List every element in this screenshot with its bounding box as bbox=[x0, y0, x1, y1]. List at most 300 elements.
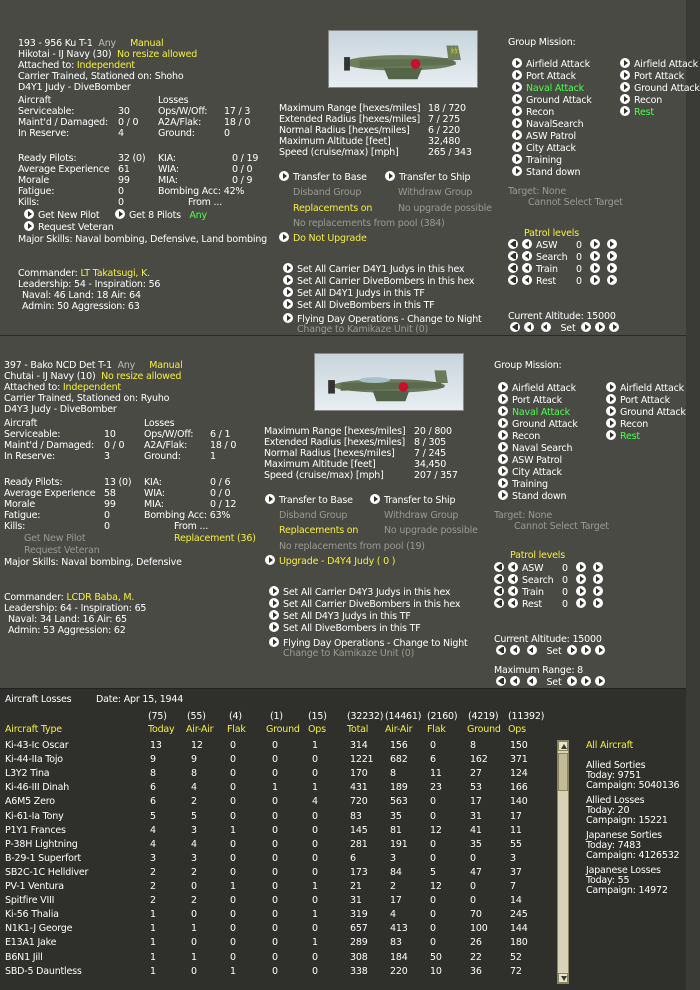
bombing-acc: Bombing Acc: 42% bbox=[158, 186, 245, 197]
request-veteran-button[interactable]: Request Veteran bbox=[24, 545, 100, 556]
loss-value-cell: 184 bbox=[390, 951, 408, 963]
arrow-right-icon bbox=[498, 418, 508, 428]
aircraft-type-cell: E13A1 Jake bbox=[5, 937, 57, 949]
double-left-icon[interactable] bbox=[494, 586, 504, 596]
ground-value: 1 bbox=[210, 451, 216, 462]
loss-value-cell: 1 bbox=[312, 937, 318, 949]
total-flak: (4) bbox=[229, 711, 242, 722]
aircraft-type-cell: Ki-43-Ic Oscar bbox=[5, 740, 69, 751]
mission-option[interactable]: NavalSearch bbox=[512, 118, 583, 130]
loss-value-cell: 140 bbox=[510, 796, 528, 808]
loss-value-cell: 3 bbox=[150, 852, 156, 864]
double-right-icon[interactable] bbox=[607, 275, 617, 285]
left-arrow-icon[interactable] bbox=[508, 598, 518, 608]
col-today[interactable]: Today bbox=[148, 724, 175, 735]
left-arrow-icon[interactable] bbox=[508, 574, 518, 584]
manual-toggle[interactable]: Manual bbox=[149, 360, 183, 371]
set-range-button[interactable]: Set bbox=[546, 677, 562, 688]
loss-value-cell: 5 bbox=[150, 810, 156, 822]
loss-value-cell: 12 bbox=[430, 881, 442, 892]
mission-option[interactable]: Stand down bbox=[512, 166, 580, 178]
loss-value-cell: 4 bbox=[312, 796, 318, 808]
table-row[interactable] bbox=[0, 966, 686, 978]
table-row[interactable] bbox=[0, 839, 686, 851]
mission-option[interactable]: ASW Patrol bbox=[498, 454, 562, 466]
table-row[interactable] bbox=[0, 923, 686, 935]
right-arrow-icon[interactable] bbox=[567, 676, 577, 686]
col-airair-campaign[interactable]: Air-Air bbox=[385, 724, 413, 735]
upgrade-button[interactable]: Upgrade - D4Y4 Judy ( 0 ) bbox=[265, 555, 395, 567]
mission-option[interactable]: Port Attack bbox=[498, 394, 562, 406]
arrow-right-icon bbox=[269, 610, 279, 620]
mission-option[interactable]: City Attack bbox=[498, 466, 562, 478]
aircraft-type-cell: B-29-1 Superfort bbox=[5, 852, 81, 864]
transfer-ship-button[interactable]: Transfer to Ship bbox=[370, 494, 455, 506]
table-row[interactable] bbox=[0, 895, 686, 907]
mission-option[interactable]: Training bbox=[498, 478, 548, 490]
col-flak[interactable]: Flak bbox=[227, 724, 246, 735]
loss-value-cell: 0 bbox=[312, 965, 318, 977]
right-arrow-icon[interactable] bbox=[581, 645, 591, 655]
double-right-icon[interactable] bbox=[593, 562, 603, 572]
loss-value-cell: 35 bbox=[390, 810, 402, 822]
table-row[interactable] bbox=[0, 825, 686, 837]
range-value: 20 / 800 bbox=[414, 426, 452, 437]
scroll-thumb[interactable] bbox=[558, 753, 568, 791]
set-row-button[interactable]: Set All DiveBombers in this TF bbox=[269, 622, 420, 634]
left-arrow-icon[interactable] bbox=[524, 322, 534, 332]
left-arrow-icon[interactable] bbox=[541, 322, 551, 332]
col-flak-campaign[interactable]: Flak bbox=[427, 724, 446, 735]
reserve-label: In Reserve: bbox=[4, 451, 56, 462]
arrow-right-icon bbox=[498, 382, 508, 392]
double-left-icon[interactable] bbox=[508, 251, 518, 261]
mission-option[interactable]: Training bbox=[512, 154, 562, 166]
loss-value-cell: 281 bbox=[350, 838, 368, 850]
arrow-right-icon bbox=[512, 118, 522, 128]
no-upgrade-text: No upgrade possible bbox=[398, 203, 492, 214]
get-new-pilot-button[interactable]: Get New Pilot bbox=[24, 209, 99, 221]
set-row-button[interactable]: Set All Carrier D4Y3 Judys in this hex bbox=[269, 586, 450, 598]
transfer-base-button[interactable]: Transfer to Base bbox=[279, 171, 367, 183]
arrow-right-icon bbox=[283, 287, 293, 297]
right-arrow-icon[interactable] bbox=[567, 645, 577, 655]
aircraft-type-cell: L3Y2 Tina bbox=[5, 768, 50, 780]
arrow-right-icon bbox=[512, 94, 522, 104]
arrow-right-icon bbox=[269, 586, 279, 596]
table-row[interactable] bbox=[0, 952, 686, 964]
mission-option[interactable]: Recon bbox=[620, 94, 662, 106]
loss-value-cell: 371 bbox=[510, 754, 528, 766]
loss-value-cell: 6 bbox=[350, 852, 356, 864]
loss-value-cell: 2 bbox=[150, 895, 156, 907]
mission-option[interactable]: Naval Search bbox=[498, 442, 572, 454]
group-mission-heading: Group Mission: bbox=[508, 37, 576, 48]
set-row-button[interactable]: Set All D4Y3 Judys in this TF bbox=[269, 610, 411, 622]
arrow-right-icon bbox=[620, 94, 630, 104]
set-altitude-button[interactable]: Set bbox=[546, 646, 562, 657]
table-row[interactable] bbox=[0, 853, 686, 865]
arrow-right-icon bbox=[498, 478, 508, 488]
fatigue-value: 0 bbox=[104, 510, 110, 521]
mission-option[interactable]: Ground Attack bbox=[512, 94, 592, 106]
patrol-row: Train 0 bbox=[494, 586, 607, 598]
loss-value-cell: 1 bbox=[230, 965, 236, 977]
range-value: 34,450 bbox=[414, 459, 447, 470]
loss-value-cell: 0 bbox=[230, 740, 236, 751]
range-value: 32,480 bbox=[428, 136, 461, 147]
losses-heading: Losses bbox=[144, 418, 175, 429]
arrow-right-icon bbox=[606, 430, 616, 440]
set-altitude-button[interactable]: Set bbox=[560, 323, 576, 334]
total-airair: (55) bbox=[187, 711, 206, 722]
japanese-losses-campaign: Campaign: 14972 bbox=[586, 885, 668, 896]
loss-value-cell: 14 bbox=[510, 895, 522, 907]
left-arrow-icon[interactable] bbox=[522, 263, 532, 273]
arrow-right-icon bbox=[606, 394, 616, 404]
exp-label: Average Experience bbox=[18, 164, 110, 175]
loss-value-cell: 1 bbox=[312, 740, 318, 751]
loss-value-cell: 52 bbox=[510, 951, 522, 963]
right-arrow-icon[interactable] bbox=[590, 251, 600, 261]
right-arrow-icon[interactable] bbox=[590, 239, 600, 249]
double-left-icon[interactable] bbox=[508, 275, 518, 285]
loss-value-cell: 319 bbox=[350, 909, 368, 921]
loss-value-cell: 9 bbox=[150, 754, 156, 766]
set-row-button[interactable]: Set All Carrier DiveBombers in this hex bbox=[269, 598, 460, 610]
aircraft-type-cell: N1K1-J George bbox=[5, 923, 73, 935]
right-arrow-icon[interactable] bbox=[581, 676, 591, 686]
loss-value-cell: 11 bbox=[510, 824, 522, 836]
double-right-icon[interactable] bbox=[593, 574, 603, 584]
aircraft-type-cell: Spitfire VIII bbox=[5, 895, 55, 907]
kills-value: 0 bbox=[104, 521, 110, 532]
withdraw-button[interactable]: Withdraw Group bbox=[398, 187, 473, 198]
left-arrow-icon[interactable] bbox=[508, 562, 518, 572]
range-label: Normal Radius [hexes/miles] bbox=[264, 448, 395, 459]
mission-option[interactable]: Recon bbox=[512, 106, 554, 118]
loss-value-cell: 220 bbox=[390, 965, 408, 977]
col-total[interactable]: Total bbox=[347, 724, 369, 735]
upgrade-button[interactable]: Do Not Upgrade bbox=[279, 232, 367, 244]
col-aircraft-type[interactable]: Aircraft Type bbox=[5, 724, 62, 735]
mission-option[interactable]: Recon bbox=[606, 418, 648, 430]
set-row-button[interactable]: Set All Carrier DiveBombers in this hex bbox=[283, 275, 474, 287]
double-right-icon[interactable] bbox=[593, 586, 603, 596]
no-upgrade-text: No upgrade possible bbox=[384, 525, 478, 536]
mission-option[interactable]: Rest bbox=[606, 430, 640, 442]
kamikaze-button[interactable]: Change to Kamikaze Unit (0) bbox=[283, 648, 415, 659]
carrier-info: Carrier Trained, Stationed on: Ryuho bbox=[4, 393, 170, 404]
range-label: Maximum Range [hexes/miles] bbox=[264, 426, 406, 437]
col-ground-campaign[interactable]: Ground bbox=[467, 724, 501, 735]
patrol-row: ASW 0 bbox=[494, 562, 607, 574]
mission-option[interactable]: Ground Attack bbox=[498, 418, 578, 430]
loss-value-cell: 11 bbox=[430, 768, 442, 780]
range-value: 6 / 220 bbox=[428, 125, 461, 136]
loss-value-cell: 0 bbox=[312, 951, 318, 963]
scroll-up-button[interactable] bbox=[558, 741, 568, 751]
loss-value-cell: 22 bbox=[470, 951, 482, 963]
double-right-icon[interactable] bbox=[609, 322, 619, 332]
mission-option[interactable]: Port Attack bbox=[512, 70, 576, 82]
left-arrow-icon[interactable] bbox=[510, 676, 520, 686]
table-row[interactable] bbox=[0, 796, 686, 808]
aircraft-type-cell: Ki-44-IIa Tojo bbox=[5, 754, 63, 766]
unit-header: 193 - 956 Ku T-1 Any Manual bbox=[18, 38, 164, 49]
morale-value: 99 bbox=[104, 499, 116, 510]
arrow-right-icon bbox=[498, 442, 508, 452]
loss-value-cell: 1 bbox=[272, 782, 278, 794]
unit-header: 397 - Bako NCD Det T-1 Any Manual bbox=[4, 360, 183, 371]
loss-value-cell: 4 bbox=[150, 838, 156, 850]
serviceable-value: 10 bbox=[104, 429, 116, 440]
carrier-info: Carrier Trained, Stationed on: Shoho bbox=[18, 71, 184, 82]
table-row[interactable] bbox=[0, 937, 686, 949]
col-ground[interactable]: Ground bbox=[266, 724, 300, 735]
left-arrow-icon[interactable] bbox=[522, 239, 532, 249]
fatigue-value: 0 bbox=[118, 186, 124, 197]
mission-option[interactable]: Recon bbox=[498, 430, 540, 442]
losses-scrollbar[interactable] bbox=[557, 740, 569, 984]
kia-label: KIA: bbox=[144, 477, 162, 488]
left-arrow-icon[interactable] bbox=[527, 645, 537, 655]
arrow-right-icon bbox=[512, 142, 522, 152]
set-row-button[interactable]: Set All D4Y1 Judys in this TF bbox=[283, 287, 425, 299]
get-pilots-button[interactable]: Get 8 Pilots Any bbox=[115, 209, 207, 221]
left-arrow-icon[interactable] bbox=[527, 676, 537, 686]
mission-option[interactable]: ASW Patrol bbox=[512, 130, 576, 142]
mission-option-selected[interactable]: Naval Attack bbox=[498, 406, 570, 418]
attached-link[interactable]: Independent bbox=[76, 60, 135, 71]
loss-value-cell: 0 bbox=[230, 937, 236, 949]
double-left-icon[interactable] bbox=[496, 645, 506, 655]
mission-option[interactable]: Airfield Attack bbox=[498, 382, 576, 394]
double-left-icon[interactable] bbox=[494, 574, 504, 584]
set-row-button[interactable]: Set All Carrier D4Y1 Judys in this hex bbox=[283, 263, 464, 275]
loss-value-cell: 1221 bbox=[350, 754, 374, 766]
arrow-right-icon bbox=[620, 58, 630, 68]
loss-value-cell: 55 bbox=[510, 838, 522, 850]
commander-link[interactable]: LT Takatsugi, K. bbox=[80, 268, 150, 279]
attached-to: Attached to: Independent bbox=[18, 60, 135, 71]
transfer-ship-button[interactable]: Transfer to Ship bbox=[385, 171, 470, 183]
arrow-right-icon bbox=[283, 299, 293, 309]
double-left-icon[interactable] bbox=[508, 239, 518, 249]
chevron-up-icon bbox=[561, 744, 567, 749]
wia-value: 0 / 0 bbox=[232, 164, 253, 175]
loss-value-cell: 41 bbox=[470, 824, 482, 836]
reserve-label: In Reserve: bbox=[18, 128, 70, 139]
total-ops: (15) bbox=[308, 711, 327, 722]
mission-option[interactable]: Stand down bbox=[498, 490, 566, 502]
morale-label: Morale bbox=[4, 499, 36, 510]
target-text: Target: None bbox=[494, 510, 552, 521]
left-arrow-icon[interactable] bbox=[508, 586, 518, 596]
loss-value-cell: 0 bbox=[430, 923, 436, 935]
patrol-row: Rest 0 bbox=[508, 275, 621, 287]
col-ops[interactable]: Ops bbox=[308, 724, 326, 735]
left-arrow-icon[interactable] bbox=[510, 645, 520, 655]
mission-option[interactable]: Airfield Attack bbox=[512, 58, 590, 70]
ready-value: 32 (0) bbox=[118, 153, 146, 164]
scroll-down-button[interactable] bbox=[558, 973, 568, 983]
replacements-toggle[interactable]: Replacements on bbox=[279, 525, 359, 536]
japanese-sorties-today: Today: 7483 bbox=[586, 840, 641, 851]
replacements-toggle[interactable]: Replacements on bbox=[293, 203, 373, 214]
right-arrow-icon[interactable] bbox=[590, 263, 600, 273]
maint-value: 0 / 0 bbox=[104, 440, 125, 451]
loss-value-cell: 0 bbox=[230, 951, 236, 963]
loss-value-cell: 0 bbox=[272, 965, 278, 977]
arrow-right-icon bbox=[512, 130, 522, 140]
loss-value-cell: 2 bbox=[191, 866, 197, 878]
loss-value-cell: 27 bbox=[470, 768, 482, 780]
ops-label: Ops/W/Off: bbox=[144, 429, 194, 440]
manual-toggle[interactable]: Manual bbox=[130, 38, 164, 49]
mia-label: MIA: bbox=[158, 175, 178, 186]
replacement-button[interactable]: Replacement (36) bbox=[174, 533, 256, 544]
mission-option[interactable]: Airfield Attack bbox=[606, 382, 684, 394]
withdraw-button[interactable]: Withdraw Group bbox=[384, 510, 459, 521]
right-arrow-icon[interactable] bbox=[576, 586, 586, 596]
loss-value-cell: 0 bbox=[272, 838, 278, 850]
arrow-right-icon bbox=[498, 466, 508, 476]
arrow-right-icon bbox=[279, 232, 289, 242]
loss-value-cell: 1 bbox=[150, 965, 156, 977]
loss-value-cell: 191 bbox=[390, 838, 408, 850]
flying-ops-button[interactable]: Flying Day Operations - Change to Night bbox=[269, 637, 468, 649]
arrow-right-icon bbox=[512, 82, 522, 92]
loss-value-cell: 0 bbox=[230, 782, 236, 794]
aircraft-type-cell: Ki-61-Ia Tony bbox=[5, 810, 64, 822]
right-arrow-icon[interactable] bbox=[576, 562, 586, 572]
loss-value-cell: 3 bbox=[510, 852, 516, 864]
loss-value-cell: 5 bbox=[191, 810, 197, 822]
table-row[interactable] bbox=[0, 881, 686, 893]
range-label: Speed (cruise/max) [mph] bbox=[279, 147, 399, 158]
unit-line: Chutai - IJ Navy (10) No resize allowed bbox=[4, 371, 182, 382]
set-row-button[interactable]: Set All DiveBombers in this TF bbox=[283, 299, 434, 311]
col-airair[interactable]: Air-Air bbox=[186, 724, 214, 735]
arrow-right-icon bbox=[385, 171, 395, 181]
loss-value-cell: 2 bbox=[191, 895, 197, 907]
aircraft-image bbox=[314, 353, 464, 411]
aircraft-type-cell: P1Y1 Frances bbox=[5, 824, 66, 836]
loss-value-cell: 2 bbox=[150, 881, 156, 892]
right-arrow-icon[interactable] bbox=[576, 598, 586, 608]
aircraft-type: D4Y3 Judy - DiveBomber bbox=[4, 404, 117, 415]
loss-value-cell: 0 bbox=[191, 937, 197, 949]
loss-value-cell: 0 bbox=[470, 852, 476, 864]
disband-button[interactable]: Disband Group bbox=[293, 187, 362, 198]
exp-value: 58 bbox=[104, 488, 116, 499]
mission-option[interactable]: Ground Attack bbox=[620, 82, 700, 94]
cannot-select-target: Cannot Select Target bbox=[528, 197, 623, 208]
right-arrow-icon[interactable] bbox=[576, 574, 586, 584]
double-left-icon[interactable] bbox=[494, 562, 504, 572]
kia-value: 0 / 19 bbox=[232, 153, 259, 164]
double-right-icon[interactable] bbox=[593, 598, 603, 608]
admin-skills: Admin: 50 Aggression: 63 bbox=[22, 301, 140, 312]
mission-option[interactable]: City Attack bbox=[512, 142, 576, 154]
double-right-icon[interactable] bbox=[595, 645, 605, 655]
table-row[interactable] bbox=[0, 867, 686, 879]
double-right-icon[interactable] bbox=[607, 251, 617, 261]
double-left-icon[interactable] bbox=[510, 322, 520, 332]
mission-option[interactable]: Airfield Attack bbox=[620, 58, 698, 70]
mission-option[interactable]: Port Attack bbox=[606, 394, 670, 406]
arrow-right-icon bbox=[279, 171, 289, 181]
mission-option[interactable]: Ground Attack bbox=[606, 406, 686, 418]
table-row[interactable] bbox=[0, 782, 686, 794]
table-row[interactable] bbox=[0, 754, 686, 766]
commander-link[interactable]: LCDR Baba, M. bbox=[66, 592, 135, 603]
table-row[interactable] bbox=[0, 909, 686, 921]
range-controls bbox=[496, 676, 609, 688]
mission-option[interactable]: Rest bbox=[620, 106, 654, 118]
right-arrow-icon[interactable] bbox=[590, 275, 600, 285]
double-right-icon[interactable] bbox=[607, 263, 617, 273]
flying-ops-button[interactable]: Flying Day Operations - Change to Night bbox=[283, 313, 482, 325]
table-row[interactable] bbox=[0, 811, 686, 823]
left-arrow-icon[interactable] bbox=[522, 251, 532, 261]
loss-value-cell: 1 bbox=[230, 881, 236, 892]
loss-value-cell: 37 bbox=[510, 866, 522, 878]
table-row[interactable] bbox=[0, 740, 686, 752]
aircraft-type-cell: Ki-46-III Dinah bbox=[5, 782, 70, 794]
table-row[interactable] bbox=[0, 768, 686, 780]
left-arrow-icon[interactable] bbox=[522, 275, 532, 285]
double-right-icon[interactable] bbox=[607, 239, 617, 249]
disband-button[interactable]: Disband Group bbox=[279, 510, 348, 521]
wia-label: WIA: bbox=[144, 488, 165, 499]
loss-value-cell: 245 bbox=[510, 909, 528, 921]
col-ops-campaign[interactable]: Ops bbox=[508, 724, 526, 735]
attached-link[interactable]: Independent bbox=[62, 382, 121, 393]
get-new-pilot-button[interactable]: Get New Pilot bbox=[24, 533, 86, 544]
range-label: Extended Radius [hexes/miles] bbox=[264, 437, 405, 448]
loss-value-cell: 0 bbox=[230, 810, 236, 822]
right-arrow-icon[interactable] bbox=[595, 322, 605, 332]
arrow-right-icon bbox=[512, 58, 522, 68]
request-veteran-button[interactable]: Request Veteran bbox=[24, 221, 114, 233]
loss-value-cell: 1 bbox=[191, 923, 197, 935]
double-left-icon[interactable] bbox=[494, 598, 504, 608]
aircraft-type-cell: P-38H Lightning bbox=[5, 838, 78, 850]
arrow-right-icon bbox=[269, 637, 279, 647]
loss-value-cell: 4 bbox=[390, 909, 396, 921]
loss-value-cell: 8 bbox=[150, 768, 156, 780]
double-right-icon[interactable] bbox=[595, 676, 605, 686]
loss-value-cell: 0 bbox=[230, 895, 236, 907]
mission-option-selected[interactable]: Naval Attack bbox=[512, 82, 584, 94]
svg-text:ﾀﾀ: ﾀﾀ bbox=[450, 47, 458, 57]
double-left-icon[interactable] bbox=[496, 676, 506, 686]
loss-value-cell: 100 bbox=[470, 923, 488, 935]
transfer-base-button[interactable]: Transfer to Base bbox=[265, 494, 353, 506]
leadership: Leadership: 64 - Inspiration: 65 bbox=[4, 603, 147, 614]
all-aircraft-filter[interactable]: All Aircraft bbox=[586, 740, 634, 751]
mission-option[interactable]: Port Attack bbox=[620, 70, 684, 82]
double-left-icon[interactable] bbox=[508, 263, 518, 273]
loss-value-cell: 1 bbox=[312, 909, 318, 921]
loss-value-cell: 1 bbox=[230, 824, 236, 836]
right-arrow-icon[interactable] bbox=[581, 322, 591, 332]
kamikaze-button[interactable]: Change to Kamikaze Unit (0) bbox=[297, 324, 429, 335]
patrol-row: Search 0 bbox=[508, 251, 621, 263]
maint-label: Maint'd / Damaged: bbox=[4, 440, 95, 451]
